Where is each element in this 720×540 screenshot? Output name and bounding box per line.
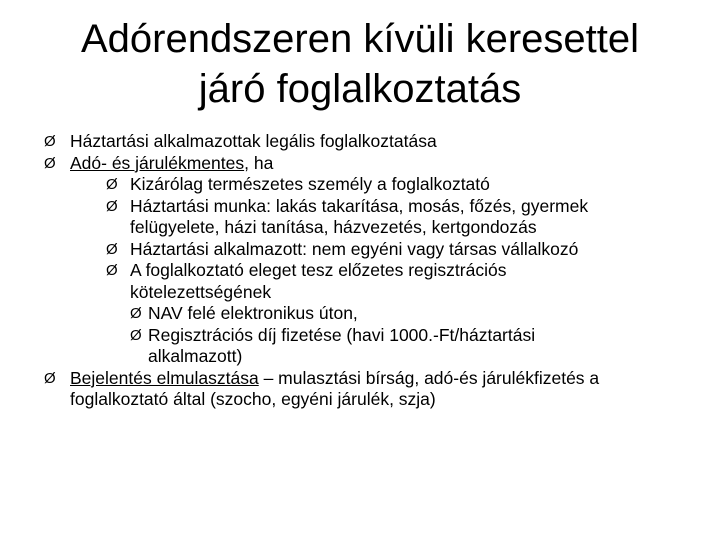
arrow-bullet-icon: Ø	[106, 197, 118, 215]
sub-sub-bullet-continuation	[0, 346, 720, 368]
bullet-continuation	[0, 389, 720, 411]
bullet-text: alkalmazott)	[148, 346, 243, 366]
bullet-text: , ha	[244, 152, 274, 173]
arrow-bullet-icon: Ø	[130, 305, 142, 322]
bullet-text: A foglalkoztató eleget tesz előzetes regisztrációs	[130, 260, 507, 280]
title-line-1: Adórendszeren kívüli keresettel	[80, 17, 640, 61]
bullet-text: Háztartási munka: lakás takarítása, mosás, főzés, gyermek	[130, 195, 589, 216]
sub-sub-bullet-item	[0, 303, 720, 325]
bullet-text: kötelezettségének	[130, 281, 272, 302]
slide-title	[40, 14, 680, 114]
bullet-text: Kizárólag természetes személy a foglalkoztató	[130, 174, 490, 194]
sub-bullet-item	[0, 239, 720, 261]
bullet-item	[0, 368, 720, 390]
bullet-text: Háztartási alkalmazottak legális foglalkoztatása	[70, 131, 437, 151]
arrow-bullet-icon: Ø	[44, 154, 56, 172]
title-line-2: járó foglalkoztatás	[198, 67, 522, 111]
arrow-bullet-icon: Ø	[106, 176, 118, 193]
sub-bullet-continuation	[0, 282, 720, 304]
bullet-item	[0, 131, 720, 153]
sub-bullet-continuation	[0, 217, 720, 239]
bullet-item	[0, 153, 720, 175]
bullet-text-underlined: Adó- és járulékmentes	[70, 152, 245, 173]
arrow-bullet-icon: Ø	[106, 240, 118, 258]
arrow-bullet-icon: Ø	[130, 326, 142, 344]
bullet-text: Háztartási alkalmazott: nem egyéni vagy társas vállalkozó	[130, 238, 579, 259]
sub-sub-bullet-item	[0, 325, 720, 347]
bullet-text: NAV felé elektronikus úton,	[148, 303, 358, 323]
bullet-text-underlined: Bejelentés elmulasztása	[70, 367, 259, 388]
bullet-text: Regisztrációs díj fizetése (havi 1000.-Ft/háztartási	[148, 324, 536, 345]
sub-bullet-item	[0, 174, 720, 196]
sub-bullet-item	[0, 196, 720, 218]
arrow-bullet-icon: Ø	[106, 262, 118, 279]
arrow-bullet-icon: Ø	[44, 369, 56, 387]
bullet-text: felügyelete, házi tanítása, házvezetés, kertgondozás	[130, 217, 537, 237]
arrow-bullet-icon: Ø	[44, 133, 56, 150]
bullet-text: foglalkoztató által (szocho, egyéni járulék, szja)	[70, 389, 436, 409]
sub-bullet-item	[0, 260, 720, 282]
bullet-list	[0, 131, 720, 411]
bullet-text: – mulasztási bírság, adó-és járulékfizetés a	[258, 367, 600, 388]
